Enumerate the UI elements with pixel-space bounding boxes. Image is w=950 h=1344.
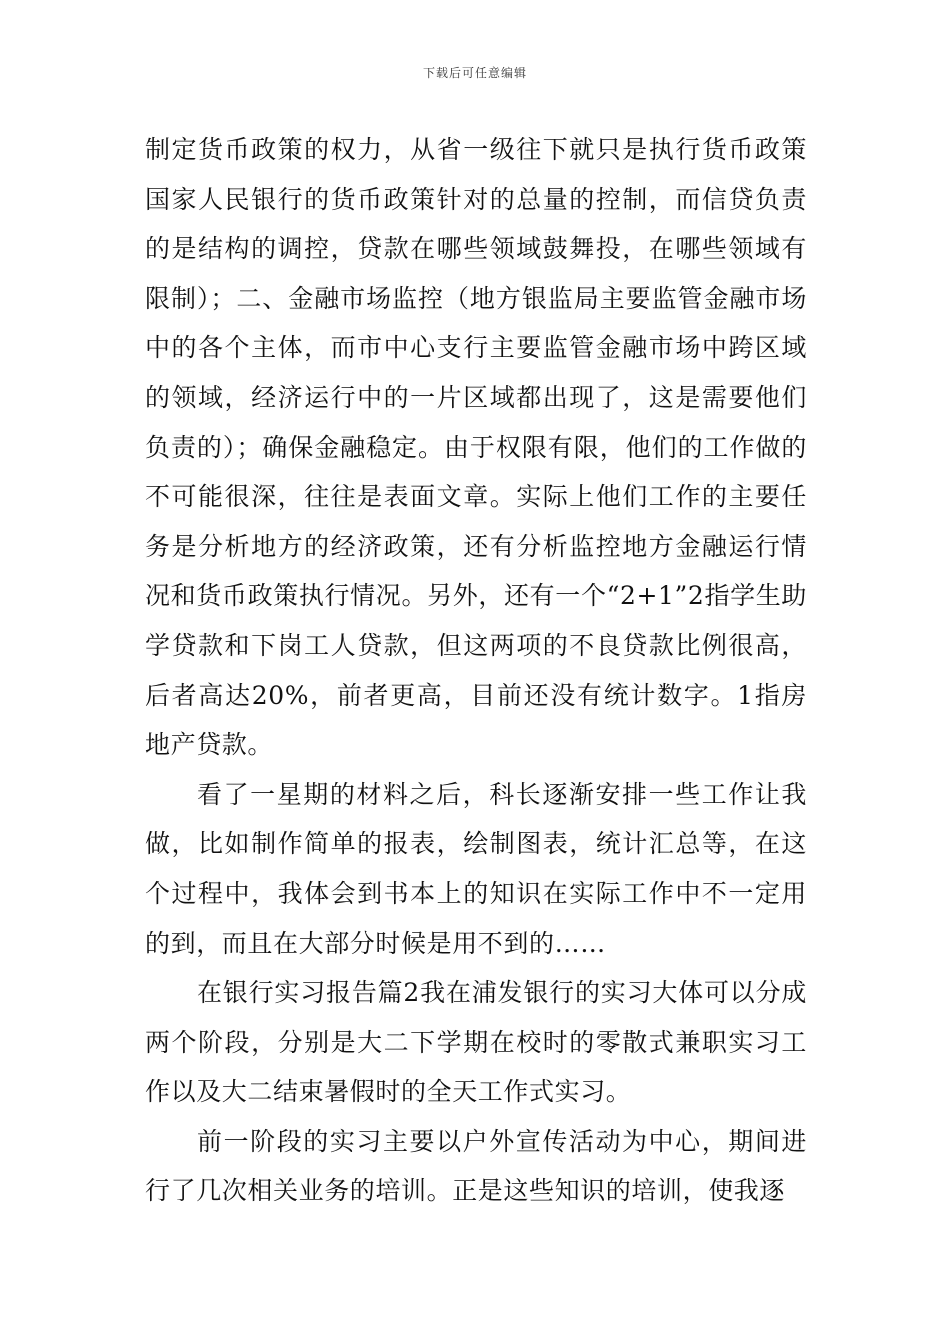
paragraph-4: 前一阶段的实习主要以户外宣传活动为中心，期间进行了几次相关业务的培训。正是这些知识的培训，使我逐 xyxy=(145,1126,807,1206)
paragraph-3: 在银行实习报告篇2我在浦发银行的实习大体可以分成两个阶段，分别是大二下学期在校时的零散式兼职实习工作以及大二结束暑假时的全天工作式实习。 xyxy=(145,978,807,1107)
paragraph-1: 制定货币政策的权力，从省一级往下就只是执行货币政策国家人民银行的货币政策针对的总量的控制，而信贷负责的是结构的调控，贷款在哪些领域鼓舞投，在哪些领域有限制）；二、金融市场监控（地方银监局主要监管金融市场中的各个主体，而市中心支行主要监管金融市场中跨区域的领域，经济运行中的一片区域都出现了，这是需要他们负责的）；确保金融稳定。由于权限有限，他们的工作做的不可能很深，往往是表面文章。实际上他们工作的主要任务是分析地方的经济政策，还有分析监控地方金融运行情况和货币政策执行情况。另外，还有一个“2+1”2指学生助学贷款和下岗工人贷款，但这两项的不良贷款比例很高，后者高达20%，前者更高，目前还没有统计数字。1指房地产贷款。 xyxy=(145,135,807,760)
document-body xyxy=(145,125,807,1216)
paragraph-2: 看了一星期的材料之后，科长逐渐安排一些工作让我做，比如制作简单的报表，绘制图表，统计汇总等，在这个过程中，我体会到书本上的知识在实际工作中不一定用的到，而且在大部分时候是用不到的…… xyxy=(145,779,807,958)
page-header: 下载后可任意编辑 xyxy=(422,66,527,80)
